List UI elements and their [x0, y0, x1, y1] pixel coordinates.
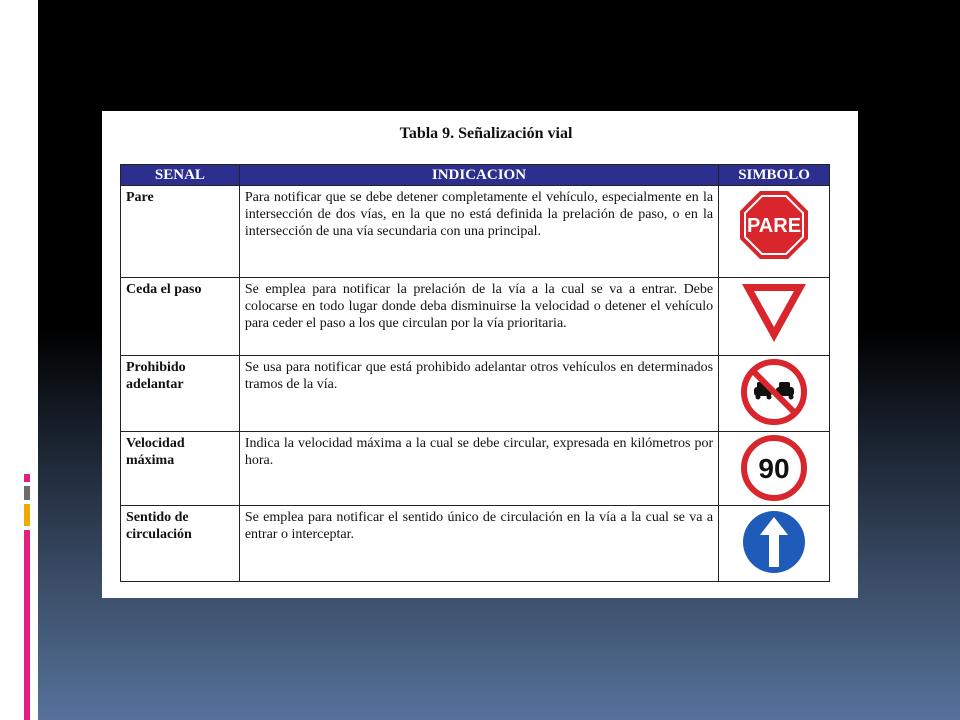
- row-indicacion: Se usa para notificar que está prohibido adelantar otros vehículos en determinados tramos de la vía.: [239, 356, 718, 432]
- slide-left-margin: [0, 0, 38, 720]
- speed-limit-sign-icon: [719, 432, 830, 506]
- row-indicacion: Indica la velocidad máxima a la cual se debe circular, expresada en kilómetros por hora.: [239, 432, 718, 506]
- header-simbolo: SIMBOLO: [719, 165, 830, 186]
- stop-sign-icon: [719, 186, 830, 278]
- table-row: [121, 432, 830, 506]
- row-senal: Velocidad máxima: [121, 432, 240, 506]
- table-row: [121, 356, 830, 432]
- table-row: [121, 506, 830, 582]
- row-senal: Pare: [121, 186, 240, 278]
- row-indicacion: Se emplea para notificar la prelación de la vía a la cual se va a entrar. Debe colocarse en todo lugar donde deba disminuirse la velocidad o detener el vehículo para ceder el paso a los que circulan por la vía prioritaria.: [239, 278, 718, 356]
- header-senal: SENAL: [121, 165, 240, 186]
- table-row: [121, 186, 830, 278]
- road-signs-table: [120, 164, 830, 582]
- row-senal: Sentido de circulación: [121, 506, 240, 582]
- table-row: [121, 278, 830, 356]
- table-header-row: [121, 165, 830, 186]
- row-senal: Prohibido adelantar: [121, 356, 240, 432]
- table-title: Tabla 9. Señalización vial: [399, 125, 573, 142]
- row-indicacion: Se emplea para notificar el sentido único de circulación en la vía a la cual se va a entrar o interceptar.: [239, 506, 718, 582]
- table-image-card: [102, 111, 858, 598]
- header-indicacion: INDICACION: [239, 165, 718, 186]
- stop-sign-text: PARE: [747, 215, 802, 237]
- speed-limit-text: 90: [758, 453, 790, 484]
- one-way-arrow-sign-icon: [719, 506, 830, 582]
- yield-sign-icon: [719, 278, 830, 356]
- row-indicacion: Para notificar que se debe detener completamente el vehículo, especialmente en la intersección de dos vías, en la que no está definida la prelación de paso, o en la intersección de una vía secundaria con una principal.: [239, 186, 718, 278]
- row-senal: Ceda el paso: [121, 278, 240, 356]
- no-overtaking-sign-icon: [719, 356, 830, 432]
